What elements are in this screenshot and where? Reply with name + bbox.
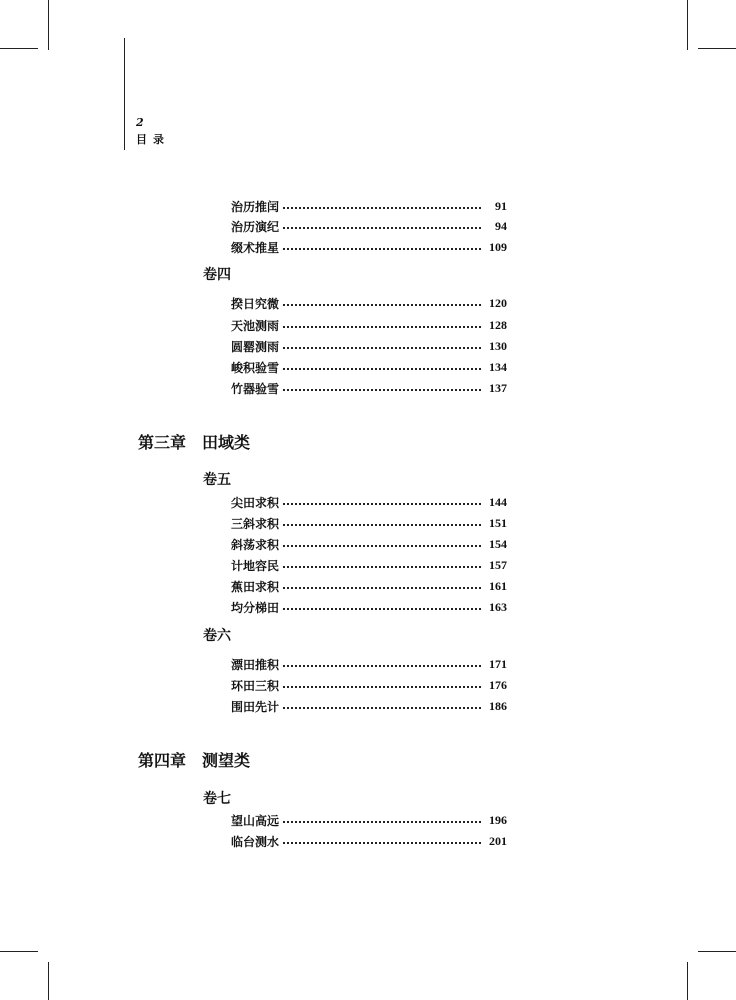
- toc-entry[interactable]: [231, 358, 507, 376]
- toc-entry-title: 竹器验雪: [231, 381, 280, 396]
- toc-entry-page: 201: [489, 833, 507, 848]
- toc-entry-page: 161: [489, 578, 507, 593]
- toc-entry-page: 94: [495, 218, 507, 233]
- toc-entry[interactable]: [231, 238, 507, 256]
- dot-leader: [283, 368, 481, 370]
- dot-leader: [283, 248, 481, 250]
- toc-entry-title: 蕉田求积: [231, 579, 280, 594]
- toc-entry[interactable]: [231, 655, 507, 673]
- crop-mark: [687, 0, 688, 50]
- toc-entry-page: 186: [489, 698, 507, 713]
- dot-leader: [283, 842, 481, 844]
- toc-entry-page: 128: [489, 317, 507, 332]
- toc-entry-page: 134: [489, 359, 507, 374]
- toc-entry[interactable]: [231, 832, 507, 850]
- toc-entry-title: 治历推闰: [231, 199, 280, 214]
- toc-entry-page: 196: [489, 812, 507, 827]
- toc-entry-title: 临台测水: [231, 834, 280, 849]
- toc-entry-title: 斜荡求积: [231, 537, 280, 552]
- crop-mark: [698, 48, 736, 49]
- chapter-number: 第三章: [138, 433, 187, 452]
- toc-entry-title: 环田三积: [231, 678, 280, 693]
- chapter-heading[interactable]: [138, 748, 250, 771]
- toc-entry-title: 缀术推星: [231, 240, 280, 255]
- running-head: 目录: [136, 133, 170, 146]
- toc-entry[interactable]: [231, 535, 507, 553]
- toc-entry-title: 圆罂测雨: [231, 339, 280, 354]
- toc-entry[interactable]: [231, 514, 507, 532]
- dot-leader: [283, 587, 481, 589]
- toc-entry-page: 109: [489, 239, 507, 254]
- toc-entry-page: 151: [489, 515, 507, 530]
- toc-entry[interactable]: [231, 337, 507, 355]
- chapter-heading[interactable]: [138, 430, 250, 453]
- toc-entry-title: 揆日究微: [231, 296, 280, 311]
- dot-leader: [283, 207, 481, 209]
- dot-leader: [283, 304, 481, 306]
- toc-entry-page: 130: [489, 338, 507, 353]
- toc-entry-page: 137: [489, 380, 507, 395]
- toc-entry-title: 计地容民: [231, 558, 280, 573]
- toc-entry-page: 163: [489, 599, 507, 614]
- toc-entry[interactable]: [231, 493, 507, 511]
- toc-entry-title: 三斜求积: [231, 516, 280, 531]
- toc-entry-title: 治历演纪: [231, 219, 280, 234]
- toc-entry-page: 154: [489, 536, 507, 551]
- toc-entry-title: 漂田推积: [231, 657, 280, 672]
- dot-leader: [283, 347, 481, 349]
- toc-entry-page: 120: [489, 295, 507, 310]
- dot-leader: [283, 503, 481, 505]
- toc-entry-page: 176: [489, 677, 507, 692]
- dot-leader: [283, 686, 481, 688]
- chapter-title: 田域类: [202, 433, 251, 452]
- crop-mark: [48, 0, 49, 50]
- toc-entry[interactable]: [231, 598, 507, 616]
- toc-entry-page: 144: [489, 494, 507, 509]
- toc-entry[interactable]: [231, 197, 507, 215]
- dot-leader: [283, 821, 481, 823]
- margin-rule: [124, 38, 125, 150]
- toc-entry-title: 均分梯田: [231, 600, 280, 615]
- toc-entry[interactable]: [231, 294, 507, 312]
- dot-leader: [283, 608, 481, 610]
- dot-leader: [283, 326, 481, 328]
- dot-leader: [283, 566, 481, 568]
- toc-entry-title: 天池测雨: [231, 318, 280, 333]
- toc-entry[interactable]: [231, 577, 507, 595]
- toc-entry[interactable]: [231, 316, 507, 334]
- toc-entry[interactable]: [231, 379, 507, 397]
- toc-entry-title: 峻积验雪: [231, 360, 280, 375]
- dot-leader: [283, 707, 481, 709]
- dot-leader: [283, 389, 481, 391]
- page-number: 2: [136, 116, 144, 129]
- toc-entry-title: 望山高远: [231, 813, 280, 828]
- crop-mark: [48, 962, 49, 1000]
- crop-mark: [687, 962, 688, 1000]
- volume-heading: 卷七: [203, 791, 231, 807]
- toc-entry-page: 91: [495, 198, 507, 213]
- volume-heading: 卷四: [203, 267, 231, 283]
- dot-leader: [283, 665, 481, 667]
- crop-mark: [0, 48, 38, 49]
- volume-heading: 卷六: [203, 628, 231, 644]
- toc-entry-title: 尖田求积: [231, 495, 280, 510]
- toc-entry-title: 围田先计: [231, 699, 280, 714]
- toc-entry[interactable]: [231, 697, 507, 715]
- chapter-number: 第四章: [138, 751, 187, 770]
- chapter-title: 测望类: [202, 751, 251, 770]
- toc-entry[interactable]: [231, 811, 507, 829]
- toc-entry[interactable]: [231, 676, 507, 694]
- toc-entry[interactable]: [231, 556, 507, 574]
- toc-entry[interactable]: [231, 217, 507, 235]
- crop-mark: [698, 951, 736, 952]
- dot-leader: [283, 545, 481, 547]
- toc-entry-page: 157: [489, 557, 507, 572]
- crop-mark: [0, 951, 38, 952]
- dot-leader: [283, 227, 481, 229]
- volume-heading: 卷五: [203, 472, 231, 488]
- toc-entry-page: 171: [489, 656, 507, 671]
- dot-leader: [283, 524, 481, 526]
